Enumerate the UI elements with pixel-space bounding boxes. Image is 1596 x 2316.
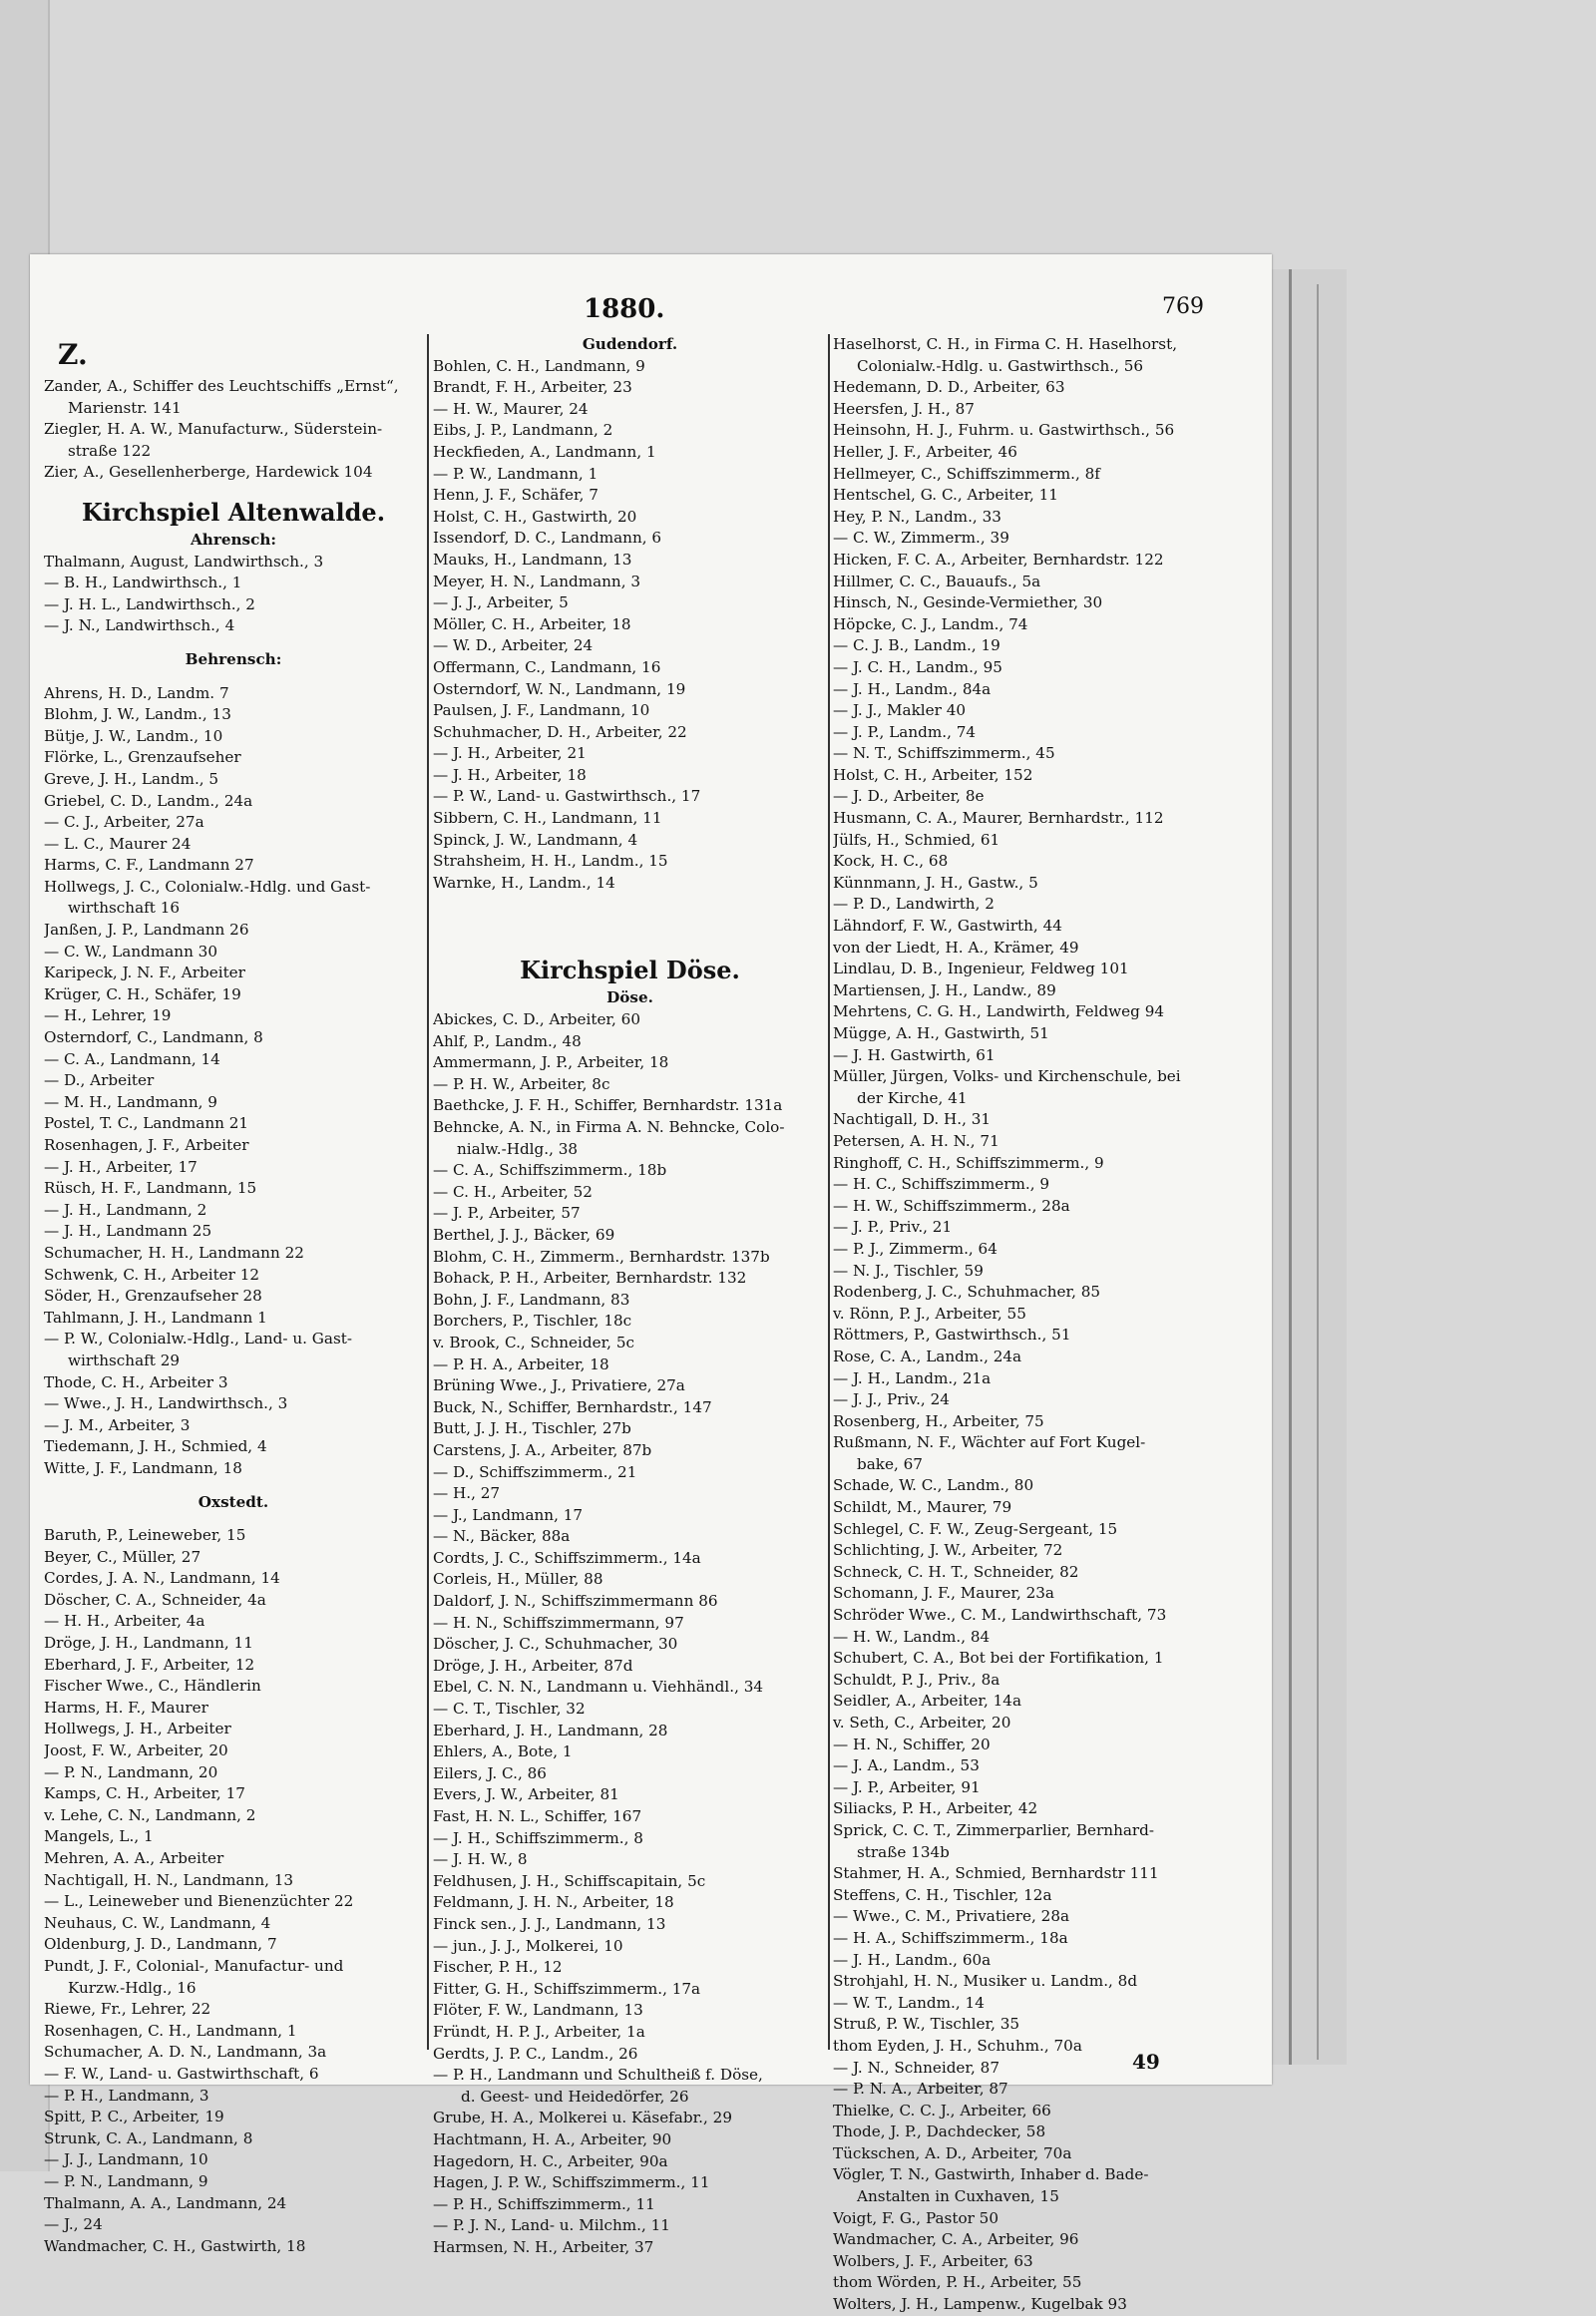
directory-entry: — J. H., Landm., 84a bbox=[833, 679, 992, 698]
directory-entry: Cordes, J. A. N., Landmann, 14 bbox=[44, 1569, 280, 1588]
directory-entry: Möller, C. H., Arbeiter, 18 bbox=[433, 614, 631, 633]
entry-continuation: straße 134b bbox=[857, 1842, 950, 1861]
directory-entry: Beyer, C., Müller, 27 bbox=[44, 1547, 201, 1566]
directory-entry: Rodenberg, J. C., Schuhmacher, 85 bbox=[833, 1283, 1101, 1302]
directory-entry: Baethcke, J. F. H., Schiffer, Bernhardstr. 131a bbox=[433, 1096, 783, 1115]
directory-entry: Wolters, J. H., Lampenw., Kugelbak 93 bbox=[833, 2295, 1127, 2314]
page-edge-line-2 bbox=[1317, 284, 1319, 2060]
column-right bbox=[833, 334, 1257, 2316]
directory-entry: Ebel, C. N. N., Landmann u. Viehhändl., 34 bbox=[433, 1678, 764, 1697]
directory-entry: Haselhorst, C. H., in Firma C. H. Haselhorst, bbox=[833, 335, 1178, 353]
directory-entry: — C. H., Arbeiter, 52 bbox=[433, 1182, 593, 1201]
directory-entry: Schomann, J. F., Maurer, 23a bbox=[833, 1584, 1054, 1603]
directory-entry: Feldmann, J. H. N., Arbeiter, 18 bbox=[433, 1893, 674, 1912]
directory-entry: Lähndorf, F. W., Gastwirth, 44 bbox=[833, 917, 1062, 936]
directory-entry: — P. W., Landmann, 1 bbox=[433, 464, 598, 483]
directory-entry: Künnmann, J. H., Gastw., 5 bbox=[833, 873, 1038, 892]
directory-entry: — P. H., Landmann und Schultheiß f. Döse, bbox=[433, 2066, 763, 2085]
spacer bbox=[44, 484, 423, 496]
directory-entry: Spitt, P. C., Arbeiter, 19 bbox=[44, 2108, 224, 2126]
directory-entry: — P. H. W., Arbeiter, 8c bbox=[433, 1074, 610, 1093]
directory-entry: Holst, C. H., Arbeiter, 152 bbox=[833, 765, 1033, 784]
entry-continuation: Anstalten in Cuxhaven, 15 bbox=[857, 2187, 1059, 2206]
directory-entry: Witte, J. F., Landmann, 18 bbox=[44, 1458, 242, 1477]
directory-entry: — J. P., Landm., 74 bbox=[833, 722, 977, 741]
entry-continuation: straße 122 bbox=[68, 441, 152, 460]
page-edges bbox=[1267, 269, 1347, 2065]
directory-entry: Döscher, C. A., Schneider, 4a bbox=[44, 1590, 266, 1609]
directory-entry: Ziegler, H. A. W., Manufacturw., Süderstein- bbox=[44, 420, 383, 439]
directory-entry: Rüsch, H. F., Landmann, 15 bbox=[44, 1179, 257, 1198]
directory-entry: Henn, J. F., Schäfer, 7 bbox=[433, 486, 598, 505]
directory-entry: Evers, J. W., Arbeiter, 81 bbox=[433, 1785, 619, 1804]
directory-entry: — P. D., Landwirth, 2 bbox=[833, 895, 995, 914]
directory-entry: Osterndorf, C., Landmann, 8 bbox=[44, 1028, 263, 1047]
directory-entry: — J. P., Arbeiter, 57 bbox=[433, 1204, 581, 1223]
directory-entry: Blohm, J. W., Landm., 13 bbox=[44, 705, 231, 724]
directory-entry: Eilers, J. C., 86 bbox=[433, 1763, 547, 1782]
directory-entry: Thielke, C. C. J., Arbeiter, 66 bbox=[833, 2101, 1051, 2120]
directory-entry: Gerdts, J. P. C., Landm., 26 bbox=[433, 2044, 638, 2063]
directory-entry: Spinck, J. W., Landmann, 4 bbox=[433, 830, 638, 849]
directory-entry: — L. C., Maurer 24 bbox=[44, 834, 192, 853]
directory-entry: Fischer Wwe., C., Händlerin bbox=[44, 1677, 261, 1696]
directory-entry: — P. N., Landmann, 20 bbox=[44, 1762, 218, 1781]
entry-continuation: der Kirche, 41 bbox=[857, 1088, 968, 1107]
entry-continuation: bake, 67 bbox=[857, 1454, 923, 1473]
directory-entry: Greve, J. H., Landm., 5 bbox=[44, 769, 219, 788]
directory-entry: Hillmer, C. C., Bauaufs., 5a bbox=[833, 572, 1041, 590]
directory-entry: Blohm, C. H., Zimmerm., Bernhardstr. 137b bbox=[433, 1247, 770, 1266]
directory-entry: Harmsen, N. H., Arbeiter, 37 bbox=[433, 2237, 654, 2256]
directory-entry: Zier, A., Gesellenherberge, Hardewick 104 bbox=[44, 463, 373, 482]
directory-entry: Thode, J. P., Dachdecker, 58 bbox=[833, 2123, 1046, 2141]
directory-entry: Feldhusen, J. H., Schiffscapitain, 5c bbox=[433, 1871, 706, 1890]
directory-entry: Döscher, J. C., Schuhmacher, 30 bbox=[433, 1635, 678, 1654]
locality-heading: Döse. bbox=[606, 988, 653, 1007]
directory-entry: Brandt, F. H., Arbeiter, 23 bbox=[433, 378, 632, 397]
directory-entry: — J. D., Arbeiter, 8e bbox=[833, 787, 985, 806]
directory-entry: — J. J., Landmann, 10 bbox=[44, 2150, 208, 2169]
directory-entry: Fast, H. N. L., Schiffer, 167 bbox=[433, 1807, 642, 1825]
directory-entry: — B. H., Landwirthsch., 1 bbox=[44, 574, 242, 592]
directory-entry: — N. J., Tischler, 59 bbox=[833, 1261, 984, 1280]
directory-entry: — J. H., Schiffszimmerm., 8 bbox=[433, 1828, 643, 1847]
directory-entry: Hollwegs, J. H., Arbeiter bbox=[44, 1720, 231, 1738]
directory-entry: Hinsch, N., Gesinde-Vermiether, 30 bbox=[833, 593, 1103, 612]
directory-entry: — P. W., Colonialw.-Hdlg., Land- u. Gast- bbox=[44, 1330, 353, 1349]
directory-entry: Ahlf, P., Landm., 48 bbox=[433, 1031, 582, 1050]
column-divider bbox=[828, 334, 830, 2050]
directory-entry: — Wwe., J. H., Landwirthsch., 3 bbox=[44, 1394, 288, 1413]
directory-entry: — Wwe., C. M., Privatiere, 28a bbox=[833, 1907, 1070, 1926]
directory-entry: Nachtigall, D. H., 31 bbox=[833, 1110, 992, 1129]
directory-entry: Warnke, H., Landm., 14 bbox=[433, 873, 615, 892]
directory-entry: — H. C., Schiffszimmerm., 9 bbox=[833, 1175, 1050, 1194]
directory-entry: Holst, C. H., Gastwirth, 20 bbox=[433, 507, 637, 526]
directory-entry: Fründt, H. P. J., Arbeiter, 1a bbox=[433, 2022, 645, 2041]
directory-entry: — C. T., Tischler, 32 bbox=[433, 1700, 586, 1719]
directory-entry: Eibs, J. P., Landmann, 2 bbox=[433, 421, 613, 440]
directory-entry: — J. A., Landm., 53 bbox=[833, 1756, 980, 1775]
directory-entry: — J. N., Schneider, 87 bbox=[833, 2058, 999, 2077]
directory-entry: Bütje, J. W., Landm., 10 bbox=[44, 726, 223, 745]
directory-entry: Schade, W. C., Landm., 80 bbox=[833, 1476, 1034, 1495]
directory-entry: — J., 24 bbox=[44, 2215, 103, 2234]
page-year: 1880. bbox=[584, 294, 665, 324]
directory-entry: Daldorf, J. N., Schiffszimmermann 86 bbox=[433, 1592, 718, 1611]
directory-entry: — N. T., Schiffszimmerm., 45 bbox=[833, 744, 1055, 763]
locality-heading: Ahrensch: bbox=[191, 530, 276, 549]
directory-entry: Butt, J. J. H., Tischler, 27b bbox=[433, 1419, 631, 1438]
directory-entry: — J. H., Arbeiter, 18 bbox=[433, 765, 587, 784]
directory-entry: — J. M., Arbeiter, 3 bbox=[44, 1415, 191, 1434]
directory-entry: — M. H., Landmann, 9 bbox=[44, 1092, 217, 1111]
directory-entry: — F. W., Land- u. Gastwirthschaft, 6 bbox=[44, 2064, 319, 2083]
directory-entry: Sprick, C. C. T., Zimmerparlier, Bernhard- bbox=[833, 1820, 1155, 1839]
directory-entry: — J. H., Landmann 25 bbox=[44, 1222, 212, 1241]
directory-entry: Flörke, L., Grenzaufseher bbox=[44, 748, 241, 767]
page-header bbox=[30, 294, 1272, 324]
directory-entry: Tiedemann, J. H., Schmied, 4 bbox=[44, 1437, 267, 1456]
directory-entry: Neuhaus, C. W., Landmann, 4 bbox=[44, 1913, 271, 1932]
sheet-signature: 49 bbox=[1132, 2050, 1160, 2074]
directory-entry: Schuldt, P. J., Priv., 8a bbox=[833, 1670, 1000, 1689]
directory-entry: v. Brook, C., Schneider, 5c bbox=[433, 1333, 635, 1351]
directory-entry: Lindlau, D. B., Ingenieur, Feldweg 101 bbox=[833, 960, 1129, 978]
directory-entry: Rosenberg, H., Arbeiter, 75 bbox=[833, 1411, 1044, 1430]
directory-entry: Issendorf, D. C., Landmann, 6 bbox=[433, 529, 662, 548]
directory-entry: Ammermann, J. P., Arbeiter, 18 bbox=[433, 1053, 669, 1072]
directory-entry: — P. N., Landmann, 9 bbox=[44, 2171, 208, 2190]
directory-entry: Harms, C. F., Landmann 27 bbox=[44, 856, 254, 875]
directory-entry: Schlichting, J. W., Arbeiter, 72 bbox=[833, 1541, 1063, 1560]
entry-continuation: Kurzw.-Hdlg., 16 bbox=[68, 1978, 197, 1997]
directory-entry: Buck, N., Schiffer, Bernhardstr., 147 bbox=[433, 1397, 712, 1416]
spacer bbox=[44, 1480, 423, 1492]
directory-entry: — W. T., Landm., 14 bbox=[833, 1993, 985, 2012]
directory-entry: Behncke, A. N., in Firma A. N. Behncke, Colo- bbox=[433, 1118, 785, 1136]
directory-entry: Hollwegs, J. C., Colonialw.-Hdlg. und Gast- bbox=[44, 877, 371, 896]
directory-entry: Zander, A., Schiffer des Leuchtschiffs „Ernst“, bbox=[44, 377, 399, 395]
entry-continuation: wirthschaft 16 bbox=[68, 899, 181, 918]
directory-entry: Hellmeyer, C., Schiffszimmerm., 8f bbox=[833, 464, 1100, 483]
directory-entry: Tückschen, A. D., Arbeiter, 70a bbox=[833, 2143, 1072, 2162]
directory-entry: Hagedorn, H. C., Arbeiter, 90a bbox=[433, 2151, 668, 2170]
directory-entry: — C. J., Arbeiter, 27a bbox=[44, 813, 204, 832]
directory-entry: — J. C. H., Landm., 95 bbox=[833, 657, 1002, 676]
directory-entry: Tahlmann, J. H., Landmann 1 bbox=[44, 1308, 267, 1327]
entry-continuation: wirthschaft 29 bbox=[68, 1351, 181, 1369]
directory-entry: Strahsheim, H. H., Landm., 15 bbox=[433, 852, 668, 871]
directory-entry: Schuhmacher, D. H., Arbeiter, 22 bbox=[433, 722, 687, 741]
directory-entry: — W. D., Arbeiter, 24 bbox=[433, 636, 594, 655]
directory-entry: Schlegel, C. F. W., Zeug-Sergeant, 15 bbox=[833, 1519, 1118, 1538]
directory-entry: Hachtmann, H. A., Arbeiter, 90 bbox=[433, 2129, 672, 2148]
directory-entry: — P. H. A., Arbeiter, 18 bbox=[433, 1354, 609, 1373]
page-edge-line bbox=[1289, 269, 1292, 2065]
directory-entry: Rußmann, N. F., Wächter auf Fort Kugel- bbox=[833, 1433, 1146, 1452]
directory-entry: v. Lehe, C. N., Landmann, 2 bbox=[44, 1805, 256, 1824]
section-heading: Kirchspiel Altenwalde. bbox=[81, 497, 386, 527]
directory-entry: v. Rönn, P. J., Arbeiter, 55 bbox=[833, 1304, 1026, 1323]
directory-entry: Abickes, C. D., Arbeiter, 60 bbox=[433, 1010, 641, 1029]
directory-entry: Finck sen., J. J., Landmann, 13 bbox=[433, 1914, 666, 1933]
directory-entry: Dröge, J. H., Arbeiter, 87d bbox=[433, 1656, 633, 1675]
directory-entry: — H., 27 bbox=[433, 1484, 501, 1503]
directory-entry: Schneck, C. H. T., Schneider, 82 bbox=[833, 1562, 1079, 1581]
spacer bbox=[44, 1513, 423, 1525]
column-middle bbox=[433, 334, 827, 2258]
entry-continuation: Colonialw.-Hdlg. u. Gastwirthsch., 56 bbox=[857, 356, 1144, 375]
directory-entry: — L., Leineweber und Bienenzüchter 22 bbox=[44, 1892, 354, 1911]
directory-entry: Baruth, P., Leineweber, 15 bbox=[44, 1526, 246, 1545]
directory-entry: Rosenhagen, C. H., Landmann, 1 bbox=[44, 2021, 297, 2040]
directory-entry: Heckfieden, A., Landmann, 1 bbox=[433, 442, 656, 461]
directory-entry: — J. H., Landmann, 2 bbox=[44, 1200, 207, 1219]
directory-entry: Postel, T. C., Landmann 21 bbox=[44, 1114, 249, 1133]
directory-entry: Cordts, J. C., Schiffszimmerm., 14a bbox=[433, 1548, 701, 1567]
directory-entry: — J. P., Arbeiter, 91 bbox=[833, 1777, 981, 1796]
directory-entry: Krüger, C. H., Schäfer, 19 bbox=[44, 984, 241, 1003]
directory-entry: Flöter, F. W., Landmann, 13 bbox=[433, 2001, 643, 2020]
directory-entry: Heller, J. F., Arbeiter, 46 bbox=[833, 442, 1017, 461]
directory-entry: Paulsen, J. F., Landmann, 10 bbox=[433, 701, 650, 720]
directory-entry: — H. W., Maurer, 24 bbox=[433, 399, 589, 418]
directory-entry: Meyer, H. N., Landmann, 3 bbox=[433, 572, 641, 590]
directory-entry: Fischer, P. H., 12 bbox=[433, 1958, 563, 1977]
directory-entry: Borchers, P., Tischler, 18c bbox=[433, 1312, 632, 1331]
directory-entry: — C. W., Zimmerm., 39 bbox=[833, 529, 1009, 548]
section-heading: Kirchspiel Döse. bbox=[520, 956, 740, 985]
directory-entry: Schumacher, A. D. N., Landmann, 3a bbox=[44, 2043, 327, 2062]
directory-entry: Karipeck, J. N. F., Arbeiter bbox=[44, 964, 245, 982]
directory-entry: — D., Arbeiter bbox=[44, 1071, 155, 1090]
directory-entry: Seidler, A., Arbeiter, 14a bbox=[833, 1692, 1022, 1711]
directory-entry: Osterndorf, W. N., Landmann, 19 bbox=[433, 679, 686, 698]
directory-entry: — J. H., Arbeiter, 17 bbox=[44, 1157, 198, 1176]
directory-entry: von der Liedt, H. A., Krämer, 49 bbox=[833, 938, 1079, 957]
directory-entry: — D., Schiffszimmerm., 21 bbox=[433, 1462, 637, 1481]
directory-entry: — P. H., Schiffszimmerm., 11 bbox=[433, 2194, 655, 2213]
directory-entry: Joost, F. W., Arbeiter, 20 bbox=[44, 1741, 228, 1760]
directory-entry: Kamps, C. H., Arbeiter, 17 bbox=[44, 1784, 245, 1803]
entry-continuation: d. Geest- und Heidedörfer, 26 bbox=[461, 2087, 689, 2106]
directory-entry: — P. J., Zimmerm., 64 bbox=[833, 1239, 998, 1258]
directory-entry: Ahrens, H. D., Landm. 7 bbox=[44, 683, 229, 702]
page-number: 769 bbox=[1162, 294, 1204, 319]
directory-entry: Bohack, P. H., Arbeiter, Bernhardstr. 132 bbox=[433, 1269, 747, 1288]
directory-entry: Grube, H. A., Molkerei u. Käsefabr., 29 bbox=[433, 2109, 732, 2127]
locality-heading: Oxstedt. bbox=[198, 1492, 269, 1511]
directory-entry: — J. P., Priv., 21 bbox=[833, 1218, 953, 1237]
entry-continuation: Marienstr. 141 bbox=[68, 398, 182, 417]
directory-entry: Thode, C. H., Arbeiter 3 bbox=[44, 1372, 228, 1391]
directory-entry: — P. J. N., Land- u. Milchm., 11 bbox=[433, 2216, 670, 2235]
locality-heading: Gudendorf. bbox=[582, 335, 678, 353]
directory-entry: — J. H. W., 8 bbox=[433, 1850, 528, 1869]
directory-entry: Pundt, J. F., Colonial-, Manufactur- und bbox=[44, 1956, 344, 1975]
directory-entry: — H. H., Arbeiter, 4a bbox=[44, 1612, 205, 1631]
directory-entry: Schwenk, C. H., Arbeiter 12 bbox=[44, 1265, 260, 1284]
directory-entry: Mügge, A. H., Gastwirth, 51 bbox=[833, 1024, 1049, 1042]
directory-entry: Eberhard, J. H., Landmann, 28 bbox=[433, 1721, 668, 1739]
column-left bbox=[44, 334, 423, 2257]
directory-entry: Petersen, A. H. N., 71 bbox=[833, 1131, 999, 1150]
directory-entry: Strunk, C. A., Landmann, 8 bbox=[44, 2128, 253, 2147]
directory-entry: — J. H., Arbeiter, 21 bbox=[433, 744, 587, 763]
directory-entry: Rosenhagen, J. F., Arbeiter bbox=[44, 1136, 249, 1154]
directory-entry: — C. A., Landmann, 14 bbox=[44, 1049, 220, 1068]
directory-entry: Steffens, C. H., Tischler, 12a bbox=[833, 1885, 1052, 1904]
directory-entry: — H., Lehrer, 19 bbox=[44, 1006, 172, 1025]
directory-entry: Struß, P. W., Tischler, 35 bbox=[833, 2015, 1020, 2034]
directory-entry: — P. H., Landmann, 3 bbox=[44, 2086, 209, 2105]
directory-entry: Heinsohn, H. J., Fuhrm. u. Gastwirthsch., 56 bbox=[833, 421, 1175, 440]
directory-entry: Voigt, F. G., Pastor 50 bbox=[833, 2208, 998, 2227]
directory-entry: Riewe, Fr., Lehrer, 22 bbox=[44, 2000, 211, 2019]
directory-entry: Hey, P. N., Landm., 33 bbox=[833, 507, 1001, 526]
directory-entry: Söder, H., Grenzaufseher 28 bbox=[44, 1287, 262, 1306]
directory-entry: — J., Landmann, 17 bbox=[433, 1505, 584, 1524]
directory-entry: Sibbern, C. H., Landmann, 11 bbox=[433, 809, 662, 828]
column-divider bbox=[427, 334, 429, 2050]
directory-entry: Mehrtens, C. G. H., Landwirth, Feldweg 94 bbox=[833, 1002, 1165, 1021]
directory-entry: Berthel, J. J., Bäcker, 69 bbox=[433, 1225, 615, 1244]
directory-entry: Fitter, G. H., Schiffszimmerm., 17a bbox=[433, 1979, 701, 1998]
directory-entry: — J. H. Gastwirth, 61 bbox=[833, 1045, 996, 1064]
directory-entry: v. Seth, C., Arbeiter, 20 bbox=[833, 1714, 1011, 1732]
directory-entry: — J. H. L., Landwirthsch., 2 bbox=[44, 594, 255, 613]
directory-entry: Rose, C. A., Landm., 24a bbox=[833, 1347, 1022, 1365]
spacer bbox=[433, 924, 827, 954]
directory-entry: Ringhoff, C. H., Schiffszimmerm., 9 bbox=[833, 1153, 1104, 1172]
directory-entry: Nachtigall, H. N., Landmann, 13 bbox=[44, 1870, 294, 1889]
directory-entry: Thalmann, A. A., Landmann, 24 bbox=[44, 2193, 287, 2212]
entry-continuation: nialw.-Hdlg., 38 bbox=[457, 1139, 579, 1158]
directory-entry: Siliacks, P. H., Arbeiter, 42 bbox=[833, 1799, 1038, 1818]
directory-entry: — C. A., Schiffszimmerm., 18b bbox=[433, 1161, 667, 1180]
directory-entry: Oldenburg, J. D., Landmann, 7 bbox=[44, 1935, 277, 1954]
spacer bbox=[433, 894, 827, 924]
directory-entry: Bohlen, C. H., Landmann, 9 bbox=[433, 356, 645, 375]
directory-entry: Thalmann, August, Landwirthsch., 3 bbox=[44, 552, 324, 571]
directory-entry: — H. N., Schiffer, 20 bbox=[833, 1735, 991, 1753]
directory-entry: Offermann, C., Landmann, 16 bbox=[433, 657, 661, 676]
directory-entry: Schildt, M., Maurer, 79 bbox=[833, 1498, 1012, 1517]
directory-entry: Müller, Jürgen, Volks- und Kirchenschule, bei bbox=[833, 1067, 1181, 1086]
directory-entry: Stahmer, H. A., Schmied, Bernhardstr 111 bbox=[833, 1864, 1159, 1883]
directory-entry: — J. H., Landm., 60a bbox=[833, 1950, 992, 1969]
directory-entry: Janßen, J. P., Landmann 26 bbox=[44, 921, 249, 940]
directory-page bbox=[30, 254, 1272, 2314]
directory-entry: Bohn, J. F., Landmann, 83 bbox=[433, 1290, 630, 1309]
directory-entry: Strohjahl, H. N., Musiker u. Landm., 8d bbox=[833, 1972, 1138, 1991]
directory-entry: — J. H., Landm., 21a bbox=[833, 1368, 992, 1387]
directory-entry: — J. J., Priv., 24 bbox=[833, 1390, 950, 1409]
directory-entry: — jun., J. J., Molkerei, 10 bbox=[433, 1936, 623, 1955]
directory-entry: Husmann, C. A., Maurer, Bernhardstr., 112 bbox=[833, 809, 1164, 828]
directory-entry: — H. W., Schiffszimmerm., 28a bbox=[833, 1196, 1070, 1215]
directory-entry: Hagen, J. P. W., Schiffszimmerm., 11 bbox=[433, 2173, 710, 2192]
directory-entry: — P. W., Land- u. Gastwirthsch., 17 bbox=[433, 787, 701, 806]
directory-entry: Schröder Wwe., C. M., Landwirthschaft, 73 bbox=[833, 1606, 1167, 1625]
directory-entry: Corleis, H., Müller, 88 bbox=[433, 1570, 603, 1589]
directory-entry: Martiensen, J. H., Landw., 89 bbox=[833, 980, 1056, 999]
directory-entry: Höpcke, C. J., Landm., 74 bbox=[833, 614, 1028, 633]
directory-entry: thom Wörden, P. H., Arbeiter, 55 bbox=[833, 2273, 1082, 2292]
directory-entry: thom Eyden, J. H., Schuhm., 70a bbox=[833, 2036, 1082, 2055]
directory-entry: — P. N. A., Arbeiter, 87 bbox=[833, 2080, 1008, 2099]
directory-entry: — H. N., Schiffszimmermann, 97 bbox=[433, 1613, 684, 1632]
directory-entry: Kock, H. C., 68 bbox=[833, 852, 949, 871]
directory-entry: — J. J., Arbeiter, 5 bbox=[433, 593, 569, 612]
directory-entry: Eberhard, J. F., Arbeiter, 12 bbox=[44, 1655, 255, 1674]
directory-entry: — C. W., Landmann 30 bbox=[44, 942, 218, 961]
directory-entry: Wolbers, J. F., Arbeiter, 63 bbox=[833, 2251, 1033, 2270]
directory-entry: — J. J., Makler 40 bbox=[833, 701, 967, 720]
directory-entry: Mehren, A. A., Arbeiter bbox=[44, 1849, 224, 1867]
directory-entry: Hedemann, D. D., Arbeiter, 63 bbox=[833, 378, 1065, 397]
directory-entry: — N., Bäcker, 88a bbox=[433, 1527, 571, 1546]
directory-entry: Brüning Wwe., J., Privatiere, 27a bbox=[433, 1376, 685, 1395]
directory-entry: Ehlers, A., Bote, 1 bbox=[433, 1742, 573, 1761]
directory-entry: Carstens, J. A., Arbeiter, 87b bbox=[433, 1440, 652, 1459]
locality-heading: Behrensch: bbox=[185, 649, 282, 668]
directory-entry: Heersfen, J. H., 87 bbox=[833, 399, 975, 418]
directory-entry: Schubert, C. A., Bot bei der Fortifikation, 1 bbox=[833, 1649, 1164, 1668]
directory-entry: Wandmacher, C. H., Gastwirth, 18 bbox=[44, 2236, 306, 2255]
directory-entry: Wandmacher, C. A., Arbeiter, 96 bbox=[833, 2230, 1079, 2249]
directory-entry: Griebel, C. D., Landm., 24a bbox=[44, 791, 253, 810]
directory-entry: Röttmers, P., Gastwirthsch., 51 bbox=[833, 1326, 1071, 1345]
directory-entry: Vögler, T. N., Gastwirth, Inhaber d. Bade- bbox=[833, 2165, 1149, 2184]
directory-entry: Harms, H. F., Maurer bbox=[44, 1698, 208, 1717]
directory-entry: Mangels, L., 1 bbox=[44, 1827, 154, 1846]
directory-entry: Schumacher, H. H., Landmann 22 bbox=[44, 1243, 304, 1262]
spacer bbox=[44, 637, 423, 649]
directory-entry: Jülfs, H., Schmied, 61 bbox=[833, 830, 1000, 849]
directory-entry: Hicken, F. C. A., Arbeiter, Bernhardstr. 122 bbox=[833, 550, 1164, 569]
directory-entry: — H. W., Landm., 84 bbox=[833, 1627, 991, 1646]
directory-entry: Dröge, J. H., Landmann, 11 bbox=[44, 1634, 253, 1653]
directory-entry: Mauks, H., Landmann, 13 bbox=[433, 550, 632, 569]
spacer bbox=[44, 671, 423, 683]
directory-entry: — H. A., Schiffszimmerm., 18a bbox=[833, 1928, 1068, 1947]
section-heading: Z. bbox=[58, 338, 88, 371]
directory-entry: Hentschel, G. C., Arbeiter, 11 bbox=[833, 486, 1058, 505]
directory-entry: — C. J. B., Landm., 19 bbox=[833, 636, 1000, 655]
directory-entry: — J. N., Landwirthsch., 4 bbox=[44, 616, 235, 635]
